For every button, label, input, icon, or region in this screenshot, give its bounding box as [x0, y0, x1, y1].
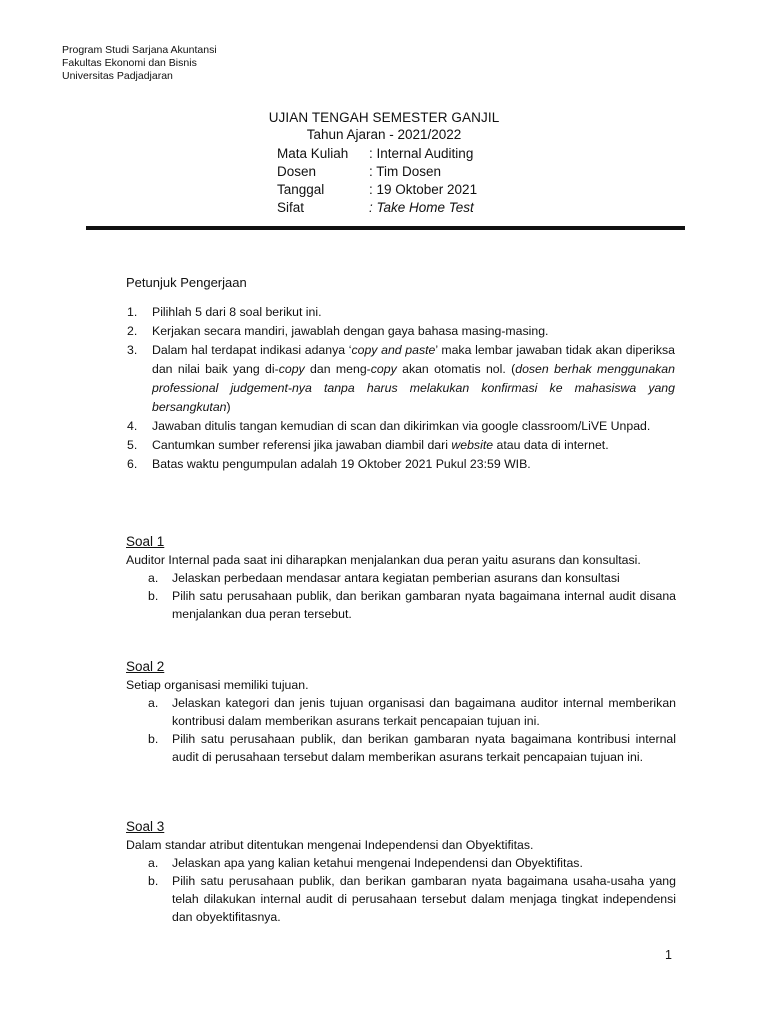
question-1 — [126, 533, 676, 623]
meta-value: : Internal Auditing — [369, 146, 474, 161]
subitem-letter: b. — [148, 874, 159, 888]
question-title: Soal 1 — [126, 534, 165, 549]
instruction-text: Kerjakan secara mandiri, jawablah dengan gaya bahasa masing-masing. — [152, 324, 549, 338]
text-run: akan otomatis nol. ( — [396, 362, 516, 376]
meta-value: : Tim Dosen — [369, 164, 442, 179]
instruction-item — [127, 436, 675, 455]
instruction-item — [127, 455, 675, 474]
subitem-text: Pilih satu perusahaan publik, dan berikan gambaran nyata bagaimana internal audit disana menjalankan dua peran tersebut. — [172, 589, 676, 621]
meta-value: : Take Home Test — [369, 200, 474, 215]
question-subitems — [126, 854, 676, 926]
meta-row-type — [277, 199, 477, 217]
meta-row-course — [277, 145, 477, 163]
text-run-italic: website — [451, 438, 494, 452]
exam-title: UJIAN TENGAH SEMESTER GANJIL — [268, 110, 500, 125]
page-number: 1 — [665, 948, 672, 962]
question-subitems — [126, 569, 676, 623]
subitem-text: Jelaskan kategori dan jenis tujuan organisasi dan bagaimana auditor internal memberikan kontribusi dalam memberikan asurans terkait pencapaian tujuan ini. — [172, 696, 676, 728]
text-run: dan meng- — [304, 362, 371, 376]
text-run: ’ maka lembar jawaban tidak akan diperiksa dan nilai baik yang di- — [152, 343, 675, 376]
question-intro: Dalam standar atribut ditentukan mengenai Independensi dan Obyektifitas. — [126, 838, 534, 852]
subitem-letter: a. — [148, 856, 159, 870]
text-run-italic: copy and paste — [351, 343, 436, 357]
instructions-heading: Petunjuk Pengerjaan — [126, 275, 247, 290]
question-intro: Setiap organisasi memiliki tujuan. — [126, 678, 309, 692]
meta-key: Sifat — [277, 200, 305, 215]
question-subitem — [126, 569, 676, 587]
instruction-number: 6. — [127, 457, 138, 471]
subitem-text: Jelaskan perbedaan mendasar antara kegiatan pemberian asurans dan konsultasi — [172, 571, 620, 585]
instruction-number: 1. — [127, 305, 138, 319]
question-2 — [126, 658, 676, 766]
meta-key: Dosen — [277, 164, 317, 179]
question-3 — [126, 818, 676, 926]
subitem-letter: b. — [148, 732, 159, 746]
text-run-italic: copy — [370, 362, 397, 376]
subitem-text: Jelaskan apa yang kalian ketahui mengenai Independensi dan Obyektifitas. — [172, 856, 583, 870]
text-run: Cantumkan sumber referensi jika jawaban diambil dari — [152, 438, 452, 452]
instruction-item — [127, 417, 675, 436]
exam-meta — [277, 145, 477, 217]
text-run: atau data di internet. — [493, 438, 609, 452]
question-subitem — [126, 854, 676, 872]
meta-value: : 19 Oktober 2021 — [369, 182, 478, 197]
instruction-text — [152, 438, 609, 452]
text-run-italic: dosen berhak menggunakan professional judgement-nya tanpa harus melakukan konfirmasi ke mahasiswa yang bersangkutan — [152, 362, 675, 414]
instructions-list — [127, 303, 675, 474]
question-subitems — [126, 694, 676, 766]
instruction-number: 2. — [127, 324, 138, 338]
academic-year: Tahun Ajaran - 2021/2022 — [306, 127, 462, 142]
instruction-text: Pilihlah 5 dari 8 soal berikut ini. — [152, 305, 322, 319]
meta-row-date — [277, 181, 477, 199]
meta-key: Tanggal — [277, 182, 325, 197]
instruction-number: 3. — [127, 343, 138, 357]
subitem-letter: b. — [148, 589, 159, 603]
question-intro: Auditor Internal pada saat ini diharapkan menjalankan dua peran yaitu asurans dan konsultasi. — [126, 553, 641, 567]
instruction-number: 4. — [127, 419, 138, 433]
divider-rule — [86, 226, 685, 230]
meta-row-lecturer — [277, 163, 477, 181]
question-subitem — [126, 872, 676, 926]
instruction-item — [127, 341, 675, 417]
question-title: Soal 3 — [126, 819, 165, 834]
question-subitem — [126, 730, 676, 766]
instruction-text: Batas waktu pengumpulan adalah 19 Oktober 2021 Pukul 23:59 WIB. — [152, 457, 531, 471]
subitem-text: Pilih satu perusahaan publik, dan berikan gambaran nyata bagaimana usaha-usaha yang telah dilakukan internal audit di perusahaan tersebut dalam menjaga tingkat independensi dan obyektifitasnya. — [172, 874, 676, 924]
meta-key: Mata Kuliah — [277, 146, 349, 161]
subitem-text: Pilih satu perusahaan publik, dan berikan gambaran nyata bagaimana kontribusi internal audit di perusahaan tersebut dalam memberikan asurans terkait pencapaian tujuan ini. — [172, 732, 676, 764]
subitem-letter: a. — [148, 696, 159, 710]
instruction-item — [127, 303, 675, 322]
question-subitem — [126, 694, 676, 730]
instruction-text — [152, 343, 675, 414]
subitem-letter: a. — [148, 571, 159, 585]
institution-header — [62, 44, 217, 83]
text-run: Dalam hal terdapat indikasi adanya ‘ — [152, 343, 352, 357]
question-subitem — [126, 587, 676, 623]
question-title: Soal 2 — [126, 659, 165, 674]
instruction-item — [127, 322, 675, 341]
university-name: Universitas Padjadjaran — [62, 70, 173, 82]
instruction-number: 5. — [127, 438, 138, 452]
faculty-name: Fakultas Ekonomi dan Bisnis — [62, 57, 197, 69]
text-run: ) — [226, 400, 231, 414]
instruction-text: Jawaban ditulis tangan kemudian di scan dan dikirimkan via google classroom/LiVE Unpad. — [152, 419, 651, 433]
text-run-italic: copy — [278, 362, 305, 376]
program-name: Program Studi Sarjana Akuntansi — [62, 44, 217, 56]
